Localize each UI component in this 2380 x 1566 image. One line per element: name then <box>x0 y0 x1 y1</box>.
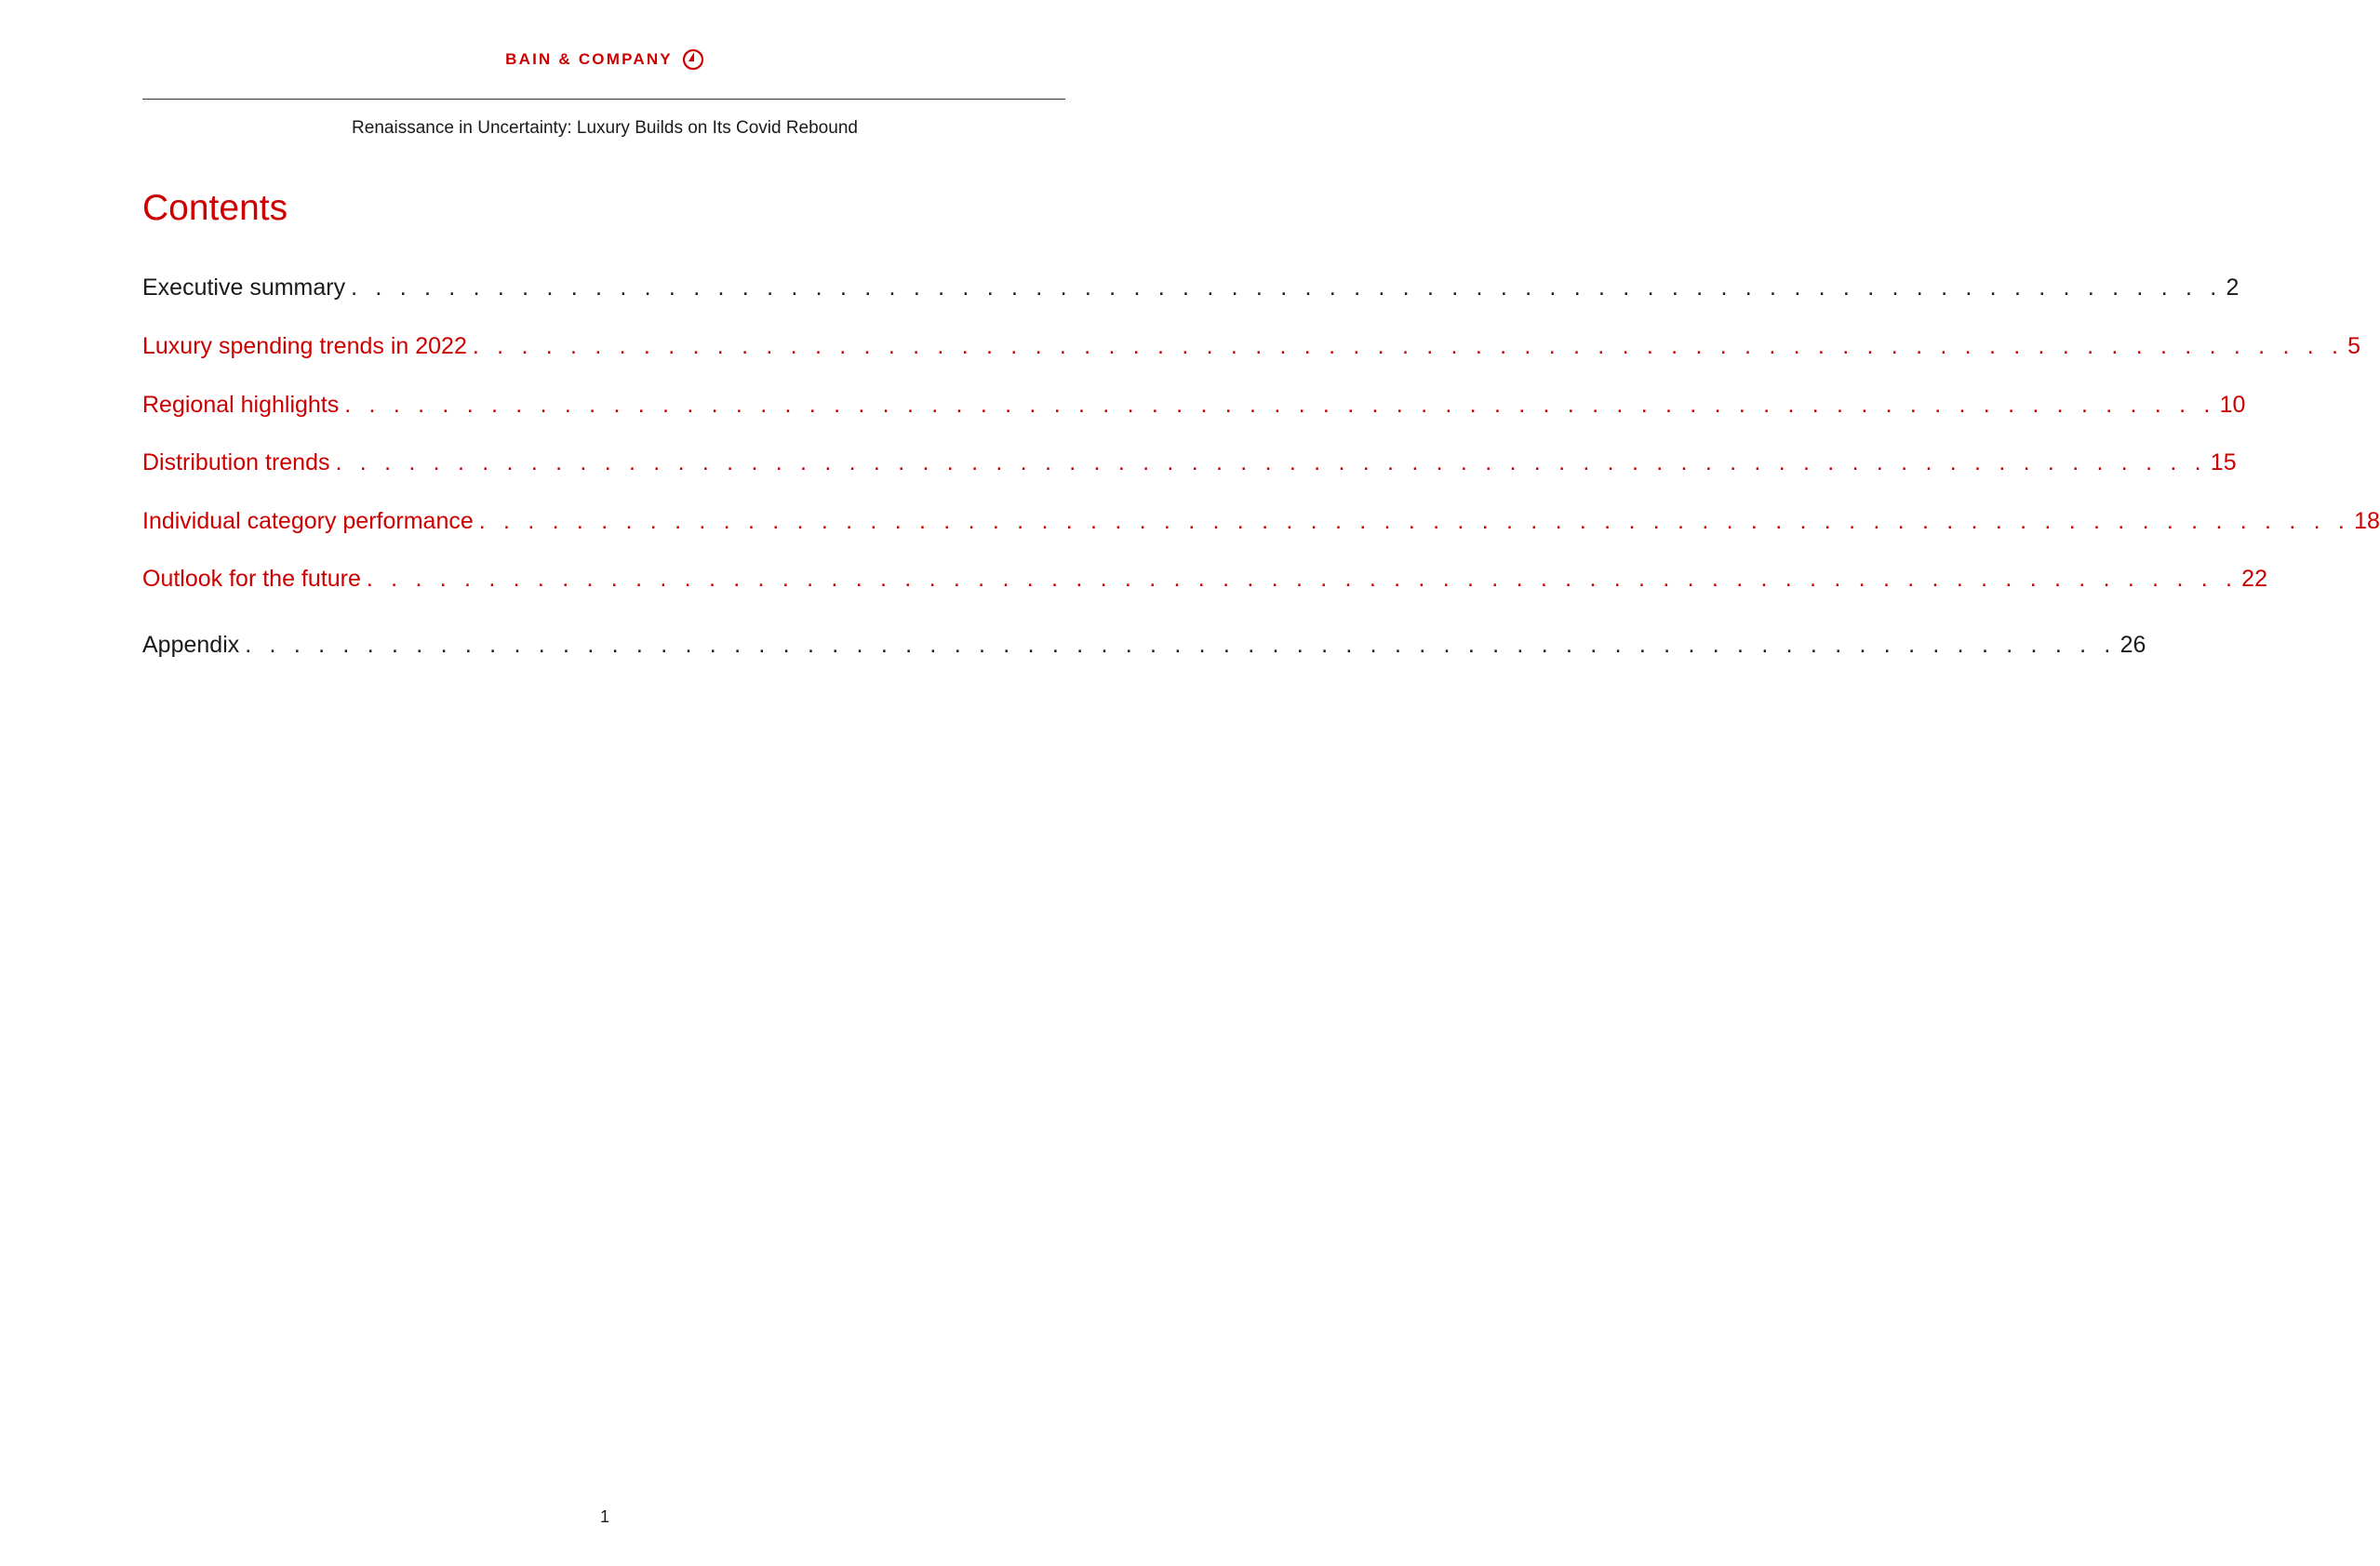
toc-entry-label: Luxury spending trends in 2022 <box>142 333 467 359</box>
page-number: 1 <box>599 1507 609 1526</box>
toc-entry-individual-category-performance[interactable] <box>142 505 2380 537</box>
toc-entry-page: 22 <box>2241 566 2267 592</box>
toc-entry-label: Outlook for the future <box>142 566 361 592</box>
toc-dot-leader: . . . . . . . . . . . . . . . . . . . . . . . . . . . . . . . . . . . . . . . . . . . . . . . . . . . . . . . . . . . . . . . . . . . . . . . . . . . . . <box>366 566 2239 592</box>
toc-entry-page: 26 <box>2119 632 2146 658</box>
toc-entry-page: 2 <box>2226 274 2240 301</box>
toc-entry-label: Appendix <box>142 632 240 658</box>
contents-heading: Contents <box>142 188 288 228</box>
toc-entry-distribution-trends[interactable] <box>142 447 2237 478</box>
toc-entry-label: Individual category performance <box>142 508 474 534</box>
toc-entry-label: Regional highlights <box>142 392 340 418</box>
toc-entry-page: 18 <box>2354 508 2380 534</box>
toc-entry-label: Executive summary <box>142 274 346 301</box>
toc-entry-appendix[interactable] <box>142 629 2146 661</box>
toc-dot-leader: . . . . . . . . . . . . . . . . . . . . . . . . . . . . . . . . . . . . . . . . . . . . . . . . . . . . . . . . . . . . . . . . . . . . . . . . . . . . . <box>344 392 2216 418</box>
brand-logo[interactable] <box>505 48 704 71</box>
toc-dot-leader: . . . . . . . . . . . . . . . . . . . . . . . . . . . . . . . . . . . . . . . . . . . . . . . . . . . . . . . . . . . . . . . . . . . . . . . . . . . . . <box>351 274 2223 301</box>
toc-entry-outlook-for-the-future[interactable] <box>142 563 2267 595</box>
toc-dot-leader: . . . . . . . . . . . . . . . . . . . . . . . . . . . . . . . . . . . . . . . . . . . . . . . . . . . . . . . . . . . . . . . . . . . . . . . . . . . . . <box>472 333 2345 359</box>
bain-compass-icon <box>682 48 704 71</box>
toc-entry-luxury-spending-trends[interactable] <box>142 330 2361 362</box>
toc-dot-leader: . . . . . . . . . . . . . . . . . . . . . . . . . . . . . . . . . . . . . . . . . . . . . . . . . . . . . . . . . . . . . . . . . . . . . . . . . . . . . <box>335 449 2207 475</box>
toc-entry-executive-summary[interactable] <box>142 272 2240 303</box>
toc-entry-page: 5 <box>2347 333 2361 359</box>
header-divider <box>142 99 1065 100</box>
toc-entry-page: 10 <box>2219 392 2246 418</box>
toc-entry-label: Distribution trends <box>142 449 330 475</box>
document-subtitle: Renaissance in Uncertainty: Luxury Builds on Its Covid Rebound <box>352 118 858 138</box>
toc-entry-page: 15 <box>2210 449 2237 475</box>
brand-name: BAIN & COMPANY <box>505 50 673 68</box>
toc-entry-regional-highlights[interactable] <box>142 389 2246 421</box>
toc-dot-leader: . . . . . . . . . . . . . . . . . . . . . . . . . . . . . . . . . . . . . . . . . . . . . . . . . . . . . . . . . . . . . . . . . . . . . . . . . . . . . <box>245 632 2117 658</box>
page-header <box>0 48 1210 71</box>
toc-dot-leader: . . . . . . . . . . . . . . . . . . . . . . . . . . . . . . . . . . . . . . . . . . . . . . . . . . . . . . . . . . . . . . . . . . . . . . . . . . . . . <box>478 508 2351 534</box>
